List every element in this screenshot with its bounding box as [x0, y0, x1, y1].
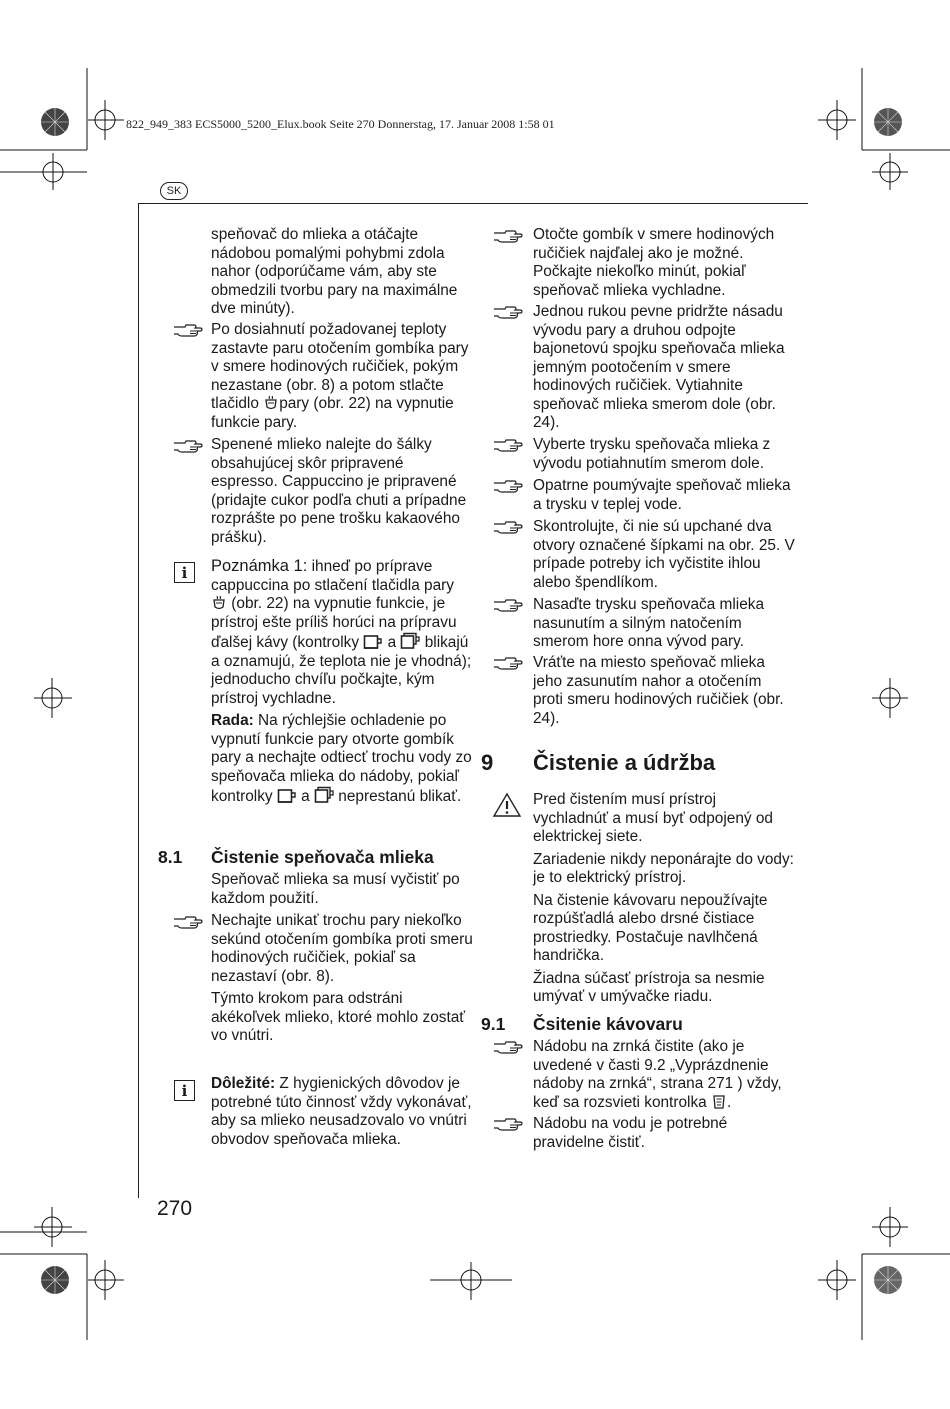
pointing-hand-icon [493, 1040, 523, 1054]
two-cups-lamp-icon [400, 632, 420, 650]
steam-button-icon [263, 395, 279, 411]
info-icon: i [174, 1080, 195, 1101]
one-cup-lamp-icon [363, 634, 383, 650]
two-cups-lamp-icon [314, 786, 334, 804]
step-refit-frother: Vráťte na miesto speňovač mlieka jeho zasunutím nahor a otočením proti smeru hodinových ručičiek (obr. 24). [533, 654, 784, 727]
pointing-hand-icon [493, 520, 523, 534]
one-cup-lamp-icon [277, 788, 297, 804]
step-wash: Opatrne poumývajte speňovač mlieka a trysku v teplej vode. [533, 477, 791, 513]
section-9-1-title: Čsitenie kávovaru [533, 1014, 683, 1034]
info-icon: i [174, 562, 195, 583]
pointing-hand-icon [493, 305, 523, 319]
section-9-number: 9 [481, 750, 494, 775]
steam-button-icon [211, 595, 227, 611]
step-turn-knob: Otočte gombík v smere hodinových ručičiek najďalej ako je možné. Počkajte niekoľko minút, pokiaľ speňovač mlieka vychladne. [533, 226, 775, 299]
print-header: 822_949_383 ECS5000_5200_Elux.book Seite 270 Donnerstag, 17. Januar 2008 1:58 01 [126, 117, 555, 131]
step-release-steam: Nechajte unikať trochu pary niekoľko sekúnd otočením gombíka proti smeru hodinových ručičiek, pokiaľ sa nezastaví (obr. 8). Týmto krokom para odstráni akékoľvek mlieko, ktoré mohlo zostať vo vnútri. [211, 912, 473, 1044]
language-badge: SK [160, 182, 188, 200]
warning-triangle-icon [492, 792, 522, 818]
pointing-hand-icon [493, 438, 523, 452]
pointing-hand-icon [493, 656, 523, 670]
section-9-title: Čistenie a údržba [533, 750, 716, 775]
section-8-1-intro: Speňovač mlieka sa musí vyčistiť po každom použití. [211, 871, 460, 907]
step-detach-frother: Jednou rukou pevne pridržte násadu vývodu pary a druhou odpojte bajonetovú spojku speňovača mlieka jemným pootočením v smere hodinových ručičiek. Vytiahnite speňovač mlieka smerom dole (obr. 24). [533, 303, 785, 431]
left-column [211, 226, 473, 319]
pointing-hand-icon [173, 323, 203, 337]
section-8-1-title: Čistenie speňovača mlieka [211, 847, 434, 867]
pointing-hand-icon [493, 479, 523, 493]
section-8-1-number: 8.1 [158, 847, 183, 867]
pointing-hand-icon [493, 598, 523, 612]
pointing-hand-icon [173, 915, 203, 929]
pointing-hand-icon [493, 229, 523, 243]
step-refit-nozzle: Nasaďte trysku speňovača mlieka nasunutím a silným natočením smerom hore onna vývod pary. [533, 596, 765, 650]
step-clean-bean-container: Nádobu na zrnká čistite (ako je uvedené v časti 9.2 „Vyprázdnenie nádoby na zrnká“, strana 271 ) vždy, keď sa rozsvieti kontrolka . [533, 1038, 782, 1111]
intro-paragraph: speňovač do mlieka a otáčajte nádobou pomalými pohybmi zdola nahor (odporúčame vám, aby ste obmedzili tvorbu pary na maximálne dve minúty). [211, 226, 458, 317]
warnings-block: Pred čistením musí prístroj vychladnúť a musí byť odpojený od elektrickej siete. Zariadenie nikdy neponárajte do vody: je to elektrický prístroj. Na čistenie kávovaru nepoužívajte rozpúšťadlá alebo drsné čistiace prostriedky. Postačuje navlhčená handrička. Žiadna súčasť prístroja sa nesmie umývať v umývačke riadu. [533, 791, 794, 1005]
bean-container-lamp-icon [711, 1094, 727, 1110]
step-check-holes: Skontrolujte, či nie sú upchané dva otvory označené šípkami na obr. 25. V prípade potreby ich vyčistite ihlou alebo špendlíkom. [533, 518, 795, 591]
step-remove-nozzle: Vyberte trysku speňovača mlieka z vývodu potiahnutím smerom dole. [533, 436, 771, 472]
top-rule [138, 203, 808, 204]
left-rule [138, 203, 139, 1198]
section-9-1-number: 9.1 [481, 1014, 506, 1034]
step-pour-milk: Spenené mlieko nalejte do šálky obsahujúcej skôr pripravené espresso. Cappuccino je pripravené (pridajte cukor podľa chuti a prípadne rozprášte po pene trošku kakaového prášku). [211, 436, 467, 546]
step-stop-steam: Po dosiahnutí požadovanej teploty zastavte paru otočením gombíka pary v smere hodinových ručičiek, pokým nezastane (obr. 8) a potom stlačte tlačidlo pary (obr. 22) na vypnutie funkcie pary. [211, 321, 469, 431]
pointing-hand-icon [173, 439, 203, 453]
important-note: Dôležité: Z hygienických dôvodov je potrebné túto činnosť vždy vykonávať, aby sa mlieko neusadzovalo vo vnútri obvodov speňovača mlieka. [211, 1075, 472, 1148]
pointing-hand-icon [493, 1117, 523, 1131]
step-clean-water-tank: Nádobu na vodu je potrebné pravidelne čistiť. [533, 1115, 728, 1151]
page-number: 270 [157, 1197, 193, 1220]
note-1: Poznámka 1: ihneď po príprave cappuccina po stlačení tlačidla pary (obr. 22) na vypnutie funkcie, je prístroj ešte príliš horúci na prípravu ďalšej kávy (kontrolky a blikajú a oznamujú, že teplota nie je vhodná); jednoducho chvíľu počkajte, kým prístroj vychladne. Rada: Na rýchlejšie ochladenie po vypnutí funkcie pary otvorte gombík pary a nechajte odtiecť trochu vody zo speňovača mlieka do nádoby, pokiaľ kontrolky a neprestanú blikať. [211, 557, 472, 805]
